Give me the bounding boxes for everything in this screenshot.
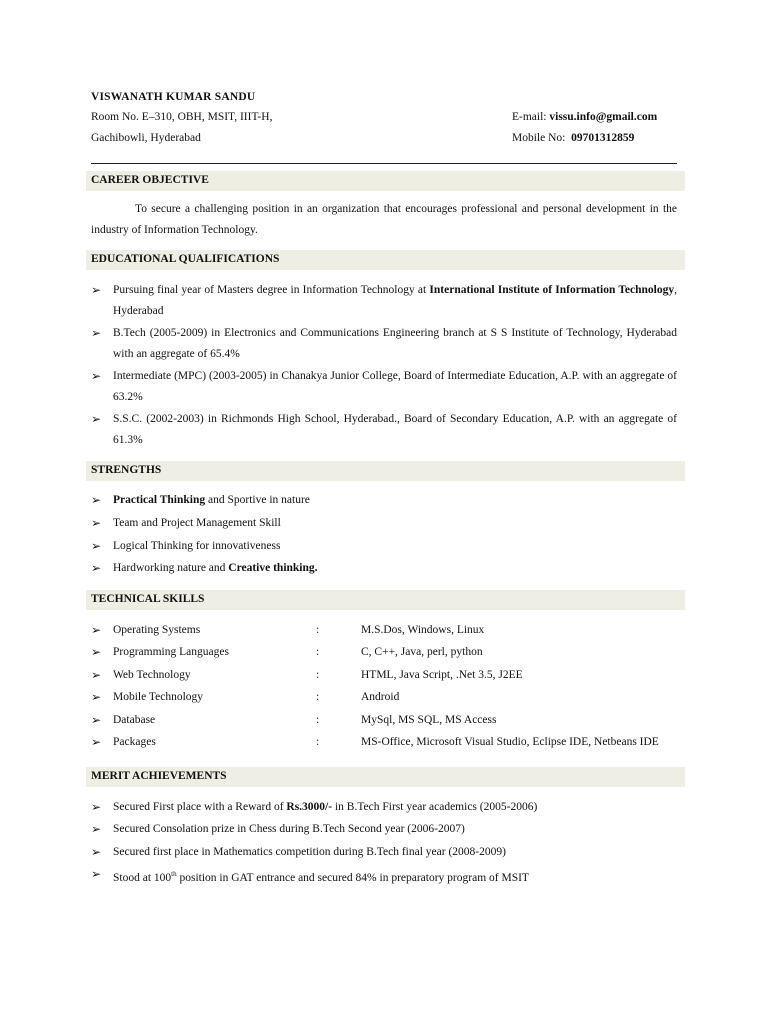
bullet-arrow-icon: ➢ — [91, 493, 102, 507]
tech-skill-value: C, C++, Java, perl, python — [361, 646, 483, 658]
text-run: B.Tech (2005-2009) in Electronics and Communications Engineering branch at S S Institute of Technology, Hyderabad with an aggregate of 65.4% — [113, 327, 677, 360]
text-run: and Sportive in nature — [205, 494, 310, 506]
superscript: th — [171, 870, 177, 878]
email-contact — [512, 111, 657, 123]
bullet-arrow-icon: ➢ — [91, 412, 102, 426]
email-label: E-mail: — [512, 111, 550, 123]
bullet-arrow-icon: ➢ — [91, 735, 102, 749]
strength-item — [91, 490, 677, 511]
merit-item — [91, 864, 677, 889]
merit-item-text — [113, 797, 677, 818]
bullet-arrow-icon: ➢ — [91, 668, 102, 682]
education-item-text — [113, 409, 677, 451]
tech-skill-value: MySql, MS SQL, MS Access — [361, 714, 497, 726]
text-run: Secured first place in Mathematics competition during B.Tech final year (2008-2009) — [113, 846, 506, 858]
tech-skill-value: MS-Office, Microsoft Visual Studio, Eclipse IDE, Netbeans IDE — [361, 736, 659, 748]
colon-separator: : — [316, 669, 320, 681]
text-run: Secured Consolation prize in Chess during B.Tech Second year (2006-2007) — [113, 823, 465, 835]
bullet-arrow-icon: ➢ — [91, 516, 102, 530]
text-run: in B.Tech First year academics (2005-2006) — [332, 801, 538, 813]
section-title: CAREER OBJECTIVE — [91, 174, 209, 186]
bold-text: Creative thinking. — [228, 562, 318, 574]
section-header-strengths — [86, 461, 685, 481]
merit-item-text — [113, 842, 677, 863]
mobile-label: Mobile No: — [512, 132, 572, 144]
education-item-text — [113, 366, 677, 408]
bold-text: Practical Thinking — [113, 494, 206, 506]
text-run: S.S.C. (2002-2003) in Richmonds High School, Hyderabad., Board of Secondary Education, A.P. with an aggregate of 61.3% — [113, 413, 677, 446]
section-header-technical — [86, 590, 685, 610]
text-run: Stood at 100 — [113, 871, 172, 884]
candidate-name: VISWANATH KUMAR SANDU — [91, 91, 256, 103]
bold-text: Rs.3000/- — [286, 801, 333, 813]
strength-item-text — [113, 513, 677, 534]
merit-item — [91, 842, 677, 863]
strength-item — [91, 536, 677, 557]
bullet-arrow-icon: ➢ — [91, 326, 102, 340]
section-title: EDUCATIONAL QUALIFICATIONS — [91, 253, 280, 265]
bullet-arrow-icon: ➢ — [91, 561, 102, 575]
tech-skill-label: Web Technology — [113, 669, 191, 681]
strength-item — [91, 558, 677, 579]
header-divider — [91, 163, 677, 164]
education-item-text — [113, 280, 677, 322]
bold-text: International Institute of Information Technology — [429, 284, 675, 296]
tech-skill-label: Operating Systems — [113, 624, 201, 636]
bullet-arrow-icon: ➢ — [91, 822, 102, 836]
colon-separator: : — [316, 624, 320, 636]
bullet-arrow-icon: ➢ — [91, 800, 102, 814]
bullet-arrow-icon: ➢ — [91, 283, 102, 297]
section-title: TECHNICAL SKILLS — [91, 593, 205, 605]
tech-skill-label: Mobile Technology — [113, 691, 204, 703]
text-run: Pursuing final year of Masters degree in Information Technology at — [113, 284, 430, 296]
text-run: Logical Thinking for innovativeness — [113, 540, 281, 552]
education-item — [91, 366, 677, 408]
section-header-education — [86, 250, 685, 270]
strength-item-text — [113, 490, 677, 511]
strength-item — [91, 513, 677, 534]
text-run: Team and Project Management Skill — [113, 517, 281, 529]
merit-item — [91, 819, 677, 840]
tech-skill-value: Android — [361, 691, 400, 703]
education-item-text — [113, 323, 677, 365]
tech-skill-value: HTML, Java Script, .Net 3.5, J2EE — [361, 669, 523, 681]
text-run: Secured First place with a Reward of — [113, 801, 287, 813]
bullet-arrow-icon: ➢ — [91, 369, 102, 383]
email-value: vissu.info@gmail.com — [549, 111, 658, 123]
text-run: position in GAT entrance and secured 84% in preparatory program of MSIT — [176, 871, 529, 884]
address-line-2: Gachibowli, Hyderabad — [91, 132, 201, 144]
career-objective-text: To secure a challenging position in an organization that encourages professional and personal development in the industry of Information Technology. — [91, 203, 677, 236]
bullet-arrow-icon: ➢ — [91, 690, 102, 704]
tech-skill-label: Packages — [113, 736, 156, 748]
section-title: MERIT ACHIEVEMENTS — [91, 770, 227, 782]
education-item — [91, 280, 677, 322]
section-header-career — [86, 171, 685, 191]
strength-item-text — [113, 536, 677, 557]
education-item — [91, 323, 677, 365]
tech-skill-value: M.S.Dos, Windows, Linux — [361, 624, 485, 636]
colon-separator: : — [316, 691, 320, 703]
bullet-arrow-icon: ➢ — [91, 623, 102, 637]
bullet-arrow-icon: ➢ — [91, 713, 102, 727]
text-run: Hardworking nature and — [113, 562, 229, 574]
colon-separator: : — [316, 646, 320, 658]
merit-item — [91, 797, 677, 818]
tech-skill-label: Database — [113, 714, 156, 726]
strength-item-text — [113, 558, 677, 579]
bullet-arrow-icon: ➢ — [91, 645, 102, 659]
text-run: , Hyderabad — [113, 284, 678, 317]
bullet-arrow-icon: ➢ — [91, 539, 102, 553]
text-run: Intermediate (MPC) (2003-2005) in Chanakya Junior College, Board of Intermediate Education, A.P. with an aggregate of 63.2% — [113, 370, 677, 403]
address-line-1: Room No. E–310, OBH, MSIT, IIIT-H, — [91, 111, 273, 123]
merit-item-text — [113, 864, 677, 889]
mobile-value: 09701312859 — [571, 132, 635, 144]
bullet-arrow-icon: ➢ — [91, 845, 102, 859]
mobile-contact — [512, 132, 634, 144]
education-item — [91, 409, 677, 451]
merit-item-text — [113, 819, 677, 840]
section-title: STRENGTHS — [91, 464, 162, 476]
tech-skill-label: Programming Languages — [113, 646, 229, 658]
colon-separator: : — [316, 736, 320, 748]
colon-separator: : — [316, 714, 320, 726]
bullet-arrow-icon: ➢ — [91, 867, 102, 881]
section-header-merit — [86, 767, 685, 787]
